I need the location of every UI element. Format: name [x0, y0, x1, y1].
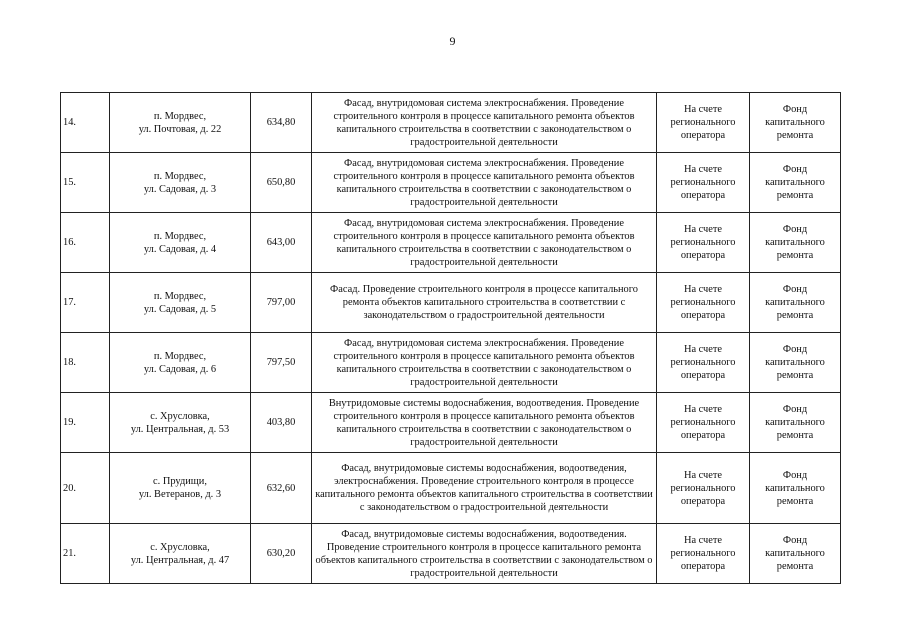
fund-line: ремонта	[776, 190, 814, 201]
address-cell	[110, 393, 251, 453]
table-row	[61, 524, 841, 584]
work-description-cell: Фасад. Проведение строительного контроля в процессе капитального ремонта объектов капитального строительства в соответствии с законодательством о градостроительной деятельности	[312, 273, 657, 333]
funding-source-line: оператора	[680, 130, 726, 141]
table-row	[61, 453, 841, 524]
fund-cell	[750, 153, 841, 213]
address-street: ул. Садовая, д. 4	[143, 243, 217, 255]
fund-line: Фонд	[782, 344, 808, 355]
fund-cell	[750, 393, 841, 453]
fund-line: капитального	[765, 482, 825, 494]
funding-source-line: регионального	[670, 417, 736, 428]
funding-source-line: На счете	[683, 284, 723, 295]
address-street: ул. Садовая, д. 3	[143, 183, 217, 195]
table-row	[61, 273, 841, 333]
fund-line: Фонд	[782, 284, 808, 295]
funding-source-cell	[657, 153, 750, 213]
address-settlement: с. Хрусловка,	[150, 541, 210, 553]
table-row	[61, 153, 841, 213]
funding-source-cell	[657, 93, 750, 153]
fund-line: капитального	[765, 417, 825, 428]
funding-source-line: На счете	[683, 469, 723, 481]
address-street: ул. Центральная, д. 53	[130, 423, 230, 435]
funding-source-line: регионального	[670, 117, 736, 128]
fund-line: Фонд	[782, 404, 808, 415]
fund-line: ремонта	[776, 561, 814, 572]
address-settlement: п. Мордвес,	[153, 110, 207, 122]
funding-source-cell	[657, 393, 750, 453]
area-cell: 797,00	[251, 273, 312, 333]
work-description-cell: Фасад, внутридомовая система электроснабжения. Проведение строительного контроля в процессе капитального ремонта объектов капитального строительства в соответствии с законодательством о градостроительной деятельности	[312, 153, 657, 213]
fund-cell	[750, 93, 841, 153]
funding-source-cell	[657, 524, 750, 584]
address-cell	[110, 333, 251, 393]
table-row	[61, 213, 841, 273]
fund-line: Фонд	[782, 535, 808, 546]
address-street: ул. Почтовая, д. 22	[138, 123, 222, 135]
address-cell	[110, 273, 251, 333]
funding-source-line: оператора	[680, 495, 726, 507]
fund-cell	[750, 273, 841, 333]
funding-source-cell	[657, 333, 750, 393]
funding-source-line: На счете	[683, 104, 723, 115]
funding-source-line: регионального	[670, 177, 736, 188]
fund-line: капитального	[765, 297, 825, 308]
funding-source-cell	[657, 273, 750, 333]
fund-cell	[750, 524, 841, 584]
repair-works-table	[60, 92, 841, 584]
funding-source-line: оператора	[680, 370, 726, 381]
funding-source-line: На счете	[683, 404, 723, 415]
address-settlement: п. Мордвес,	[153, 350, 207, 362]
fund-cell	[750, 333, 841, 393]
funding-source-cell	[657, 213, 750, 273]
row-number: 20.	[61, 453, 110, 524]
fund-line: капитального	[765, 357, 825, 368]
address-cell	[110, 453, 251, 524]
area-cell: 797,50	[251, 333, 312, 393]
funding-source-line: оператора	[680, 190, 726, 201]
row-number: 21.	[61, 524, 110, 584]
fund-line: ремонта	[776, 430, 814, 441]
area-cell: 643,00	[251, 213, 312, 273]
address-settlement: п. Мордвес,	[153, 170, 207, 182]
funding-source-line: регионального	[670, 548, 736, 559]
area-cell: 632,60	[251, 453, 312, 524]
fund-line: капитального	[765, 237, 825, 248]
address-cell	[110, 93, 251, 153]
fund-line: ремонта	[776, 130, 814, 141]
fund-line: капитального	[765, 548, 825, 559]
funding-source-line: регионального	[670, 357, 736, 368]
address-street: ул. Центральная, д. 47	[130, 554, 230, 566]
row-number: 14.	[61, 93, 110, 153]
row-number: 18.	[61, 333, 110, 393]
funding-source-line: На счете	[683, 164, 723, 175]
area-cell: 403,80	[251, 393, 312, 453]
fund-line: Фонд	[782, 164, 808, 175]
funding-source-line: На счете	[683, 344, 723, 355]
funding-source-line: оператора	[680, 561, 726, 572]
area-cell: 650,80	[251, 153, 312, 213]
fund-cell	[750, 453, 841, 524]
work-description-cell: Фасад, внутридомовая система электроснабжения. Проведение строительного контроля в процессе капитального ремонта объектов капитального строительства в соответствии с законодательством о градостроительной деятельности	[312, 93, 657, 153]
address-settlement: п. Мордвес,	[153, 230, 207, 242]
work-description-cell: Внутридомовые системы водоснабжения, водоотведения. Проведение строительного контроля в процессе капитального ремонта объектов капитального строительства в соответствии с законодательством о градостроительной деятельности	[312, 393, 657, 453]
fund-line: Фонд	[782, 469, 808, 481]
area-cell: 630,20	[251, 524, 312, 584]
funding-source-line: оператора	[680, 310, 726, 321]
work-description-cell: Фасад, внутридомовые системы водоснабжения, водоотведения, электроснабжения. Проведение строительного контроля в процессе капитального ремонта объектов капитального строительства в соответствии с законодательством о градостроительной деятельности	[312, 453, 657, 524]
funding-source-line: На счете	[683, 224, 723, 235]
address-street: ул. Садовая, д. 5	[143, 303, 217, 315]
fund-line: Фонд	[782, 104, 808, 115]
address-cell	[110, 153, 251, 213]
fund-line: ремонта	[776, 310, 814, 321]
work-description-cell: Фасад, внутридомовая система электроснабжения. Проведение строительного контроля в процессе капитального ремонта объектов капитального строительства в соответствии с законодательством о градостроительной деятельности	[312, 333, 657, 393]
address-settlement: с. Хрусловка,	[150, 410, 210, 422]
address-settlement: с. Прудищи,	[153, 476, 207, 487]
fund-line: капитального	[765, 117, 825, 128]
work-description-cell: Фасад, внутридомовые системы водоснабжения, водоотведения. Проведение строительного контроля в процессе капитального ремонта объектов капитального строительства в соответствии с законодательством о градостроительной деятельности	[312, 524, 657, 584]
address-cell	[110, 213, 251, 273]
row-number: 19.	[61, 393, 110, 453]
address-settlement: п. Мордвес,	[153, 290, 207, 302]
funding-source-line: На счете	[683, 535, 723, 546]
funding-source-line: оператора	[680, 250, 726, 261]
fund-line: ремонта	[776, 370, 814, 381]
table-row	[61, 93, 841, 153]
address-street: ул. Ветеранов, д. 3	[138, 489, 222, 500]
fund-line: капитального	[765, 177, 825, 188]
address-cell	[110, 524, 251, 584]
fund-cell	[750, 213, 841, 273]
fund-line: Фонд	[782, 224, 808, 235]
table-row	[61, 333, 841, 393]
fund-line: ремонта	[776, 495, 814, 507]
row-number: 17.	[61, 273, 110, 333]
funding-source-line: регионального	[670, 297, 736, 308]
table-row	[61, 393, 841, 453]
funding-source-line: регионального	[670, 482, 736, 494]
funding-source-cell	[657, 453, 750, 524]
address-street: ул. Садовая, д. 6	[143, 363, 217, 375]
page-number: 9	[449, 34, 456, 48]
row-number: 15.	[61, 153, 110, 213]
funding-source-line: оператора	[680, 430, 726, 441]
work-description-cell: Фасад, внутридомовая система электроснабжения. Проведение строительного контроля в процессе капитального ремонта объектов капитального строительства в соответствии с законодательством о градостроительной деятельности	[312, 213, 657, 273]
area-cell: 634,80	[251, 93, 312, 153]
funding-source-line: регионального	[670, 237, 736, 248]
fund-line: ремонта	[776, 250, 814, 261]
row-number: 16.	[61, 213, 110, 273]
